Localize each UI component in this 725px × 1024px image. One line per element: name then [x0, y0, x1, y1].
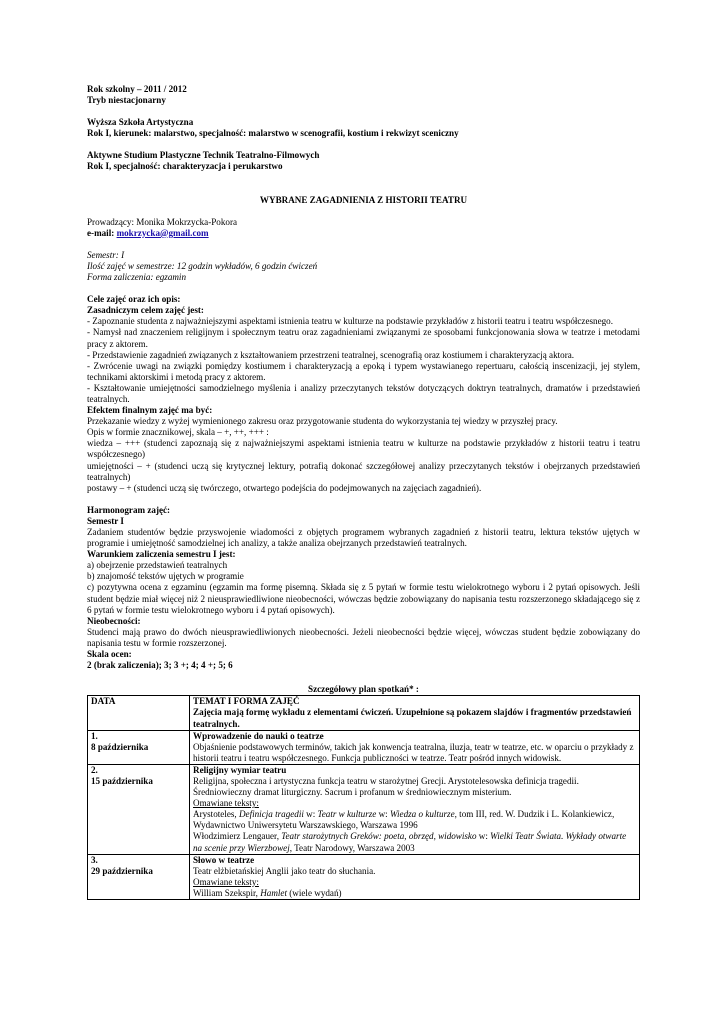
column-header-topic [190, 696, 640, 730]
readings-label: Omawiane teksty: [193, 798, 259, 809]
effect-heading: Efektem finalnym zajęć ma być: [87, 405, 213, 416]
column-header-date: DATA [88, 696, 190, 730]
document-title: WYBRANE ZAGADNIENIA Z HISTORII TEATRU [259, 194, 468, 205]
skills-text: umiejętności – + (studenci uczą się krytycznej lektury, potrafią dokonać szczegółowej analizy przeczytanych tekstów i obejrzanych przedstawień teatralnych) [87, 460, 640, 482]
date-cell [88, 730, 190, 764]
goal-item: - Kształtowanie umiejętności samodzielnego myślenia i analizy przeczytanych tekstów dotyczących doktryn teatralnych, dramatów i przedstawień teatralnych. [87, 382, 640, 404]
table-header-row [88, 696, 640, 730]
topic-cell [190, 764, 640, 854]
grading-heading: Skala ocen: [87, 649, 132, 660]
meeting-number: 1. [91, 730, 98, 741]
semester-heading: Semestr I [87, 515, 124, 526]
plan-heading: Szczegółowy plan spotkań* : [308, 684, 419, 695]
studio-specialty: Rok I, specjalność: charakteryzacja i perukarstwo [87, 161, 283, 172]
table-row [88, 730, 640, 764]
goal-item: - Przedstawienie zagadnień związanych z kształtowaniem przestrzeni teatralnej, scenografią oraz kostiumem i charakteryzacją aktora. [87, 349, 575, 360]
meeting-topic: Słowo w teatrze [193, 854, 255, 865]
absences-heading: Nieobecności: [87, 615, 141, 626]
meeting-date: 29 października [91, 865, 153, 876]
topic-cell [190, 730, 640, 764]
study-field: Rok I, kierunek: malarstwo, specjalność: malarstwo w scenografii, kostium i rekwizyt sceniczny [87, 128, 459, 139]
readings-label: Omawiane teksty: [193, 876, 259, 887]
school-year: Rok szkolny – 2011 / 2012 [87, 84, 187, 94]
date-cell [88, 854, 190, 899]
document-page [87, 84, 640, 900]
plan-table [87, 695, 640, 900]
goals-subheading: Zasadniczym celem zajęć jest: [87, 305, 204, 316]
knowledge-text: wiedza – +++ (studenci zapoznają się z najważniejszymi aspektami istnienia teatru w kulturze na podstawie przykładów z historii teatru i teatru współczesnego) [87, 438, 640, 460]
attitudes-text: postawy – + (studenci uczą się twórczego, otwartego podejścia do podejmowanych na zajęciach zagadnień). [87, 482, 482, 493]
scale-intro: Opis w formie znacznikowej, skala – +, ++, +++ : [87, 427, 269, 438]
meeting-description: Objaśnienie podstawowych terminów, takich jak konwencja teatralna, iluzja, teatr w teatrze, etc. w oparciu o przykłady z historii teatru i teatru współczesnego. Funkcja publiczności w teatrze. Teatr pośród innych widowisk. [193, 741, 634, 763]
reading-item: Włodzimierz Lengauer, Teatr starożytnych Greków: poeta, obrzęd, widowisko w: Wielki Teatr Świata. Wykłady otwarte na scenie przy Wierzbowej, Teatr Narodowy, Warszawa 2003 [193, 831, 627, 853]
studio-name: Aktywne Studium Plastyczne Technik Teatralno-Filmowych [87, 150, 320, 161]
meeting-description: Teatr elżbietańskiej Anglii jako teatr do słuchania. [193, 865, 376, 876]
meeting-date: 15 października [91, 775, 153, 786]
school-name: Wyższa Szkoła Artystyczna [87, 117, 194, 128]
lecturer: Prowadzący: Monika Mokrzycka-Pokora [87, 216, 238, 227]
date-cell [88, 764, 190, 854]
email-link[interactable]: mokrzycka@gmail.com [116, 227, 209, 238]
email-label: e-mail: [87, 227, 115, 238]
grading-scale: 2 (brak zaliczenia); 3; 3 +; 4; 4 +; 5; 6 [87, 660, 233, 671]
table-row [88, 764, 640, 854]
credit-form: Forma zaliczenia: egzamin [87, 272, 187, 283]
condition-item: c) pozytywna ocena z egzaminu (egzamin ma formę pisemną. Składa się z 5 pytań w formie testu wielokrotnego wyboru i 2 pytań opisowych. Jeśli student będzie miał więcej niż 2 nieusprawiedliwione nieobecności, wówczas będzie zobowiązany do napisania testu rozszerzonego składającego się z 6 pytań w formie testu wielokrotnego wyboru i 4 pytań opisowych). [87, 582, 640, 615]
meeting-number: 2. [91, 764, 98, 775]
schedule-heading: Harmonogram zajęć: [87, 504, 171, 515]
meeting-date: 8 października [91, 741, 149, 752]
topic-cell [190, 854, 640, 899]
goal-item: - Namysł nad znaczeniem religijnym i społecznym teatru oraz zagadnieniami związanymi ze sposobami funkcjonowania słowa w teatrze i metodami pracy z aktorem. [87, 327, 640, 349]
condition-item: a) obejrzenie przedstawień teatralnych [87, 560, 228, 571]
conditions-heading: Warunkiem zaliczenia semestru I jest: [87, 549, 236, 560]
semester-info: Semestr: I [87, 249, 125, 260]
meeting-description: Religijna, społeczna i artystyczna funkcja teatru w starożytnej Grecji. Arystotelesowska definicja tragedii. Średniowieczny dramat liturgiczny. Sacrum i profanum w średniowiecznym misterium. [193, 775, 579, 798]
meeting-topic: Religijny wymiar teatru [193, 764, 287, 775]
goal-item: - Zapoznanie studenta z najważniejszymi aspektami istnienia teatru w kulturze na podstawie przykładów z historii teatru i teatru współczesnego. [87, 316, 613, 327]
absences-text: Studenci mają prawo do dwóch nieusprawiedliwionych nieobecności. Jeżeli nieobecności będzie więcej, wówczas student będzie zobowiązany do napisania testu w formie rozszerzonej. [87, 626, 640, 648]
schedule-description: Zadaniem studentów będzie przyswojenie wiadomości z objętych programem wybranych zagadnień z historii teatru, lektura tekstów ujętych w programie i umiejętność samodzielnej ich analizy, a także analiza obejrzanych przedstawień teatralnych. [87, 527, 640, 549]
effect-text: Przekazanie wiedzy z wyżej wymienionego zakresu oraz przygotowanie studenta do wykorzystania tej wiedzy w przyszłej pracy. [87, 416, 558, 427]
goals-heading: Cele zajęć oraz ich opis: [87, 294, 181, 305]
meeting-number: 3. [91, 854, 98, 865]
table-row [88, 854, 640, 899]
hours-info: Ilość zajęć w semestrze: 12 godzin wykładów, 6 godzin ćwiczeń [87, 260, 318, 271]
topic-header-subtitle: Zajęcia mają formę wykładu z elementami ćwiczeń. Uzupełnione są pokazem slajdów i fragmentów przedstawień teatralnych. [193, 707, 632, 729]
study-mode: Tryb niestacjonarny [87, 95, 166, 106]
topic-header-title: TEMAT I FORMA ZAJĘĆ [193, 696, 300, 707]
goal-item: - Zwrócenie uwagi na związki pomiędzy kostiumem i charakteryzacją a epoką i typem wystawianego repertuaru, całością inscenizacji, jej stylem, technikami aktorskimi i metodą pracy z aktorem. [87, 360, 640, 382]
reading-item: Arystoteles, Definicja tragedii w: Teatr w kulturze w: Wiedza o kulturze, tom III, red. W. Dudzik i L. Kolankiewicz, Wydawnictwo Uniwersytetu Warszawskiego, Warszawa 1996 [193, 809, 615, 831]
reading-item: William Szekspir, Hamlet (wiele wydań) [193, 887, 342, 898]
meeting-topic: Wprowadzenie do nauki o teatrze [193, 730, 324, 741]
condition-item: b) znajomość tekstów ujętych w programie [87, 571, 244, 582]
